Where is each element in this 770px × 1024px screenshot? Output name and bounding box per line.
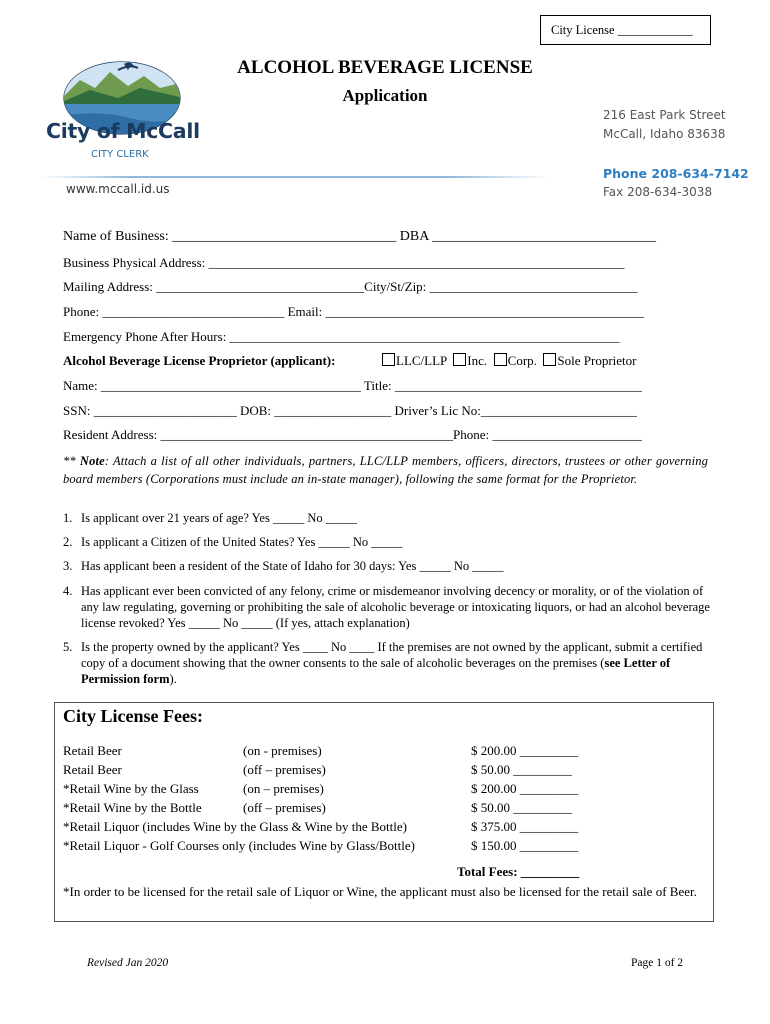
office-fax: Fax 208-634-3038 xyxy=(603,185,713,199)
fee-type: *Retail Wine by the Glass xyxy=(63,781,199,796)
note-text: : Attach a list of all other individuals, partners, LLC/LLP members, officers, directors, trustees or other governing board members (Corporations must include an in-state manager), following the same format for the Proprietor. xyxy=(63,454,708,486)
emergency-phone-field[interactable]: Emergency Phone After Hours: ____________________________________________________________ xyxy=(63,329,620,344)
phone-email-field[interactable]: Phone: ____________________________ Email: _________________________________________________ xyxy=(63,304,645,319)
beer-license-footnote: *In order to be licensed for the retail sale of Liquor or Wine, the applicant must also be licensed for the retail sale of Beer. xyxy=(63,884,697,899)
question-text: Has applicant been a resident of the State of Idaho for 30 days: Yes _____ No _____ xyxy=(81,559,504,573)
question-text: Is applicant over 21 years of age? Yes _____ No _____ xyxy=(81,511,357,525)
question-convictions[interactable] xyxy=(63,583,713,631)
question-text: Is applicant a Citizen of the United States? Yes _____ No _____ xyxy=(81,535,403,549)
question-text xyxy=(81,639,713,687)
proprietor-options xyxy=(382,353,636,369)
city-name-logo-text: City of McCall xyxy=(46,119,200,143)
question-age[interactable] xyxy=(63,510,713,526)
city-license-field: City License ____________ xyxy=(540,15,711,45)
form-subtitle: Application xyxy=(342,86,428,105)
fee-amount: $ 200.00 _________ xyxy=(471,743,579,758)
question-number: 4. xyxy=(63,584,73,598)
website-link[interactable]: www.mccall.id.us xyxy=(66,182,170,196)
fee-amount: $ 375.00 _________ xyxy=(471,819,579,834)
question-property[interactable] xyxy=(63,639,713,687)
question-number: 1. xyxy=(63,511,73,525)
fee-premises: (on – premises) xyxy=(243,781,324,796)
fees-title: City License Fees: xyxy=(63,706,203,726)
street-address: 216 East Park Street xyxy=(603,108,726,122)
note-prefix: ** xyxy=(63,454,80,468)
question-number: 3. xyxy=(63,559,73,573)
resident-address-field[interactable]: Resident Address: _____________________________________________Phone: _______________________ xyxy=(63,427,642,442)
sole-proprietor-label: Sole Proprietor xyxy=(557,353,637,368)
fee-amount: $ 50.00 _________ xyxy=(471,800,572,815)
total-fees-field[interactable]: Total Fees: _________ xyxy=(457,864,580,879)
fee-type: Retail Beer xyxy=(63,762,122,777)
fee-type: *Retail Liquor - Golf Courses only (includes Wine by Glass/Bottle) xyxy=(63,838,415,853)
city-clerk-label: CITY CLERK xyxy=(91,149,149,160)
business-name-field[interactable]: Name of Business: ________________________________ DBA ________________________________ xyxy=(63,229,657,244)
form-title: ALCOHOL BEVERAGE LICENSE xyxy=(237,57,533,78)
attachment-note xyxy=(63,452,708,488)
fee-premises: (off – premises) xyxy=(243,800,326,815)
city-state-zip: McCall, Idaho 83638 xyxy=(603,127,726,141)
ssn-dob-license-field[interactable]: SSN: ______________________ DOB: __________________ Driver’s Lic No:________________________ xyxy=(63,403,637,418)
question-text-b: ). xyxy=(169,672,177,686)
fee-amount: $ 50.00 _________ xyxy=(471,762,572,777)
question-number: 2. xyxy=(63,535,73,549)
question-residency[interactable] xyxy=(63,558,713,574)
question-citizen[interactable] xyxy=(63,534,713,550)
sole-proprietor-checkbox[interactable] xyxy=(543,353,556,366)
question-text-a: Is the property owned by the applicant? Yes ____ No ____ If the premises are not owned by the applicant, submit a certified copy of a document showing that the owner consents to the sale of alcoholic beverages on the premises ( xyxy=(81,640,703,670)
fee-premises: (off – premises) xyxy=(243,762,326,777)
fee-type: Retail Beer xyxy=(63,743,122,758)
corp-checkbox[interactable] xyxy=(494,353,507,366)
fee-type: *Retail Wine by the Bottle xyxy=(63,800,202,815)
revision-date: Revised Jan 2020 xyxy=(87,957,169,969)
fee-amount: $ 200.00 _________ xyxy=(471,781,579,796)
inc-checkbox[interactable] xyxy=(453,353,466,366)
letter-of-permission-ref: see Letter of Permission form xyxy=(81,656,671,686)
llc-label: LLC/LLP xyxy=(396,353,447,368)
fee-premises: (on - premises) xyxy=(243,743,322,758)
page-number: Page 1 of 2 xyxy=(631,957,684,969)
header-divider xyxy=(40,176,550,178)
proprietor-label: Alcohol Beverage License Proprietor (applicant): xyxy=(63,353,336,368)
corp-label: Corp. xyxy=(507,353,537,368)
fee-type: *Retail Liquor (includes Wine by the Glass & Wine by the Bottle) xyxy=(63,819,407,834)
question-text: Has applicant ever been convicted of any felony, crime or misdemeanor involving decency or morality, or of the violation of any law regulating, governing or prohibiting the sale of alcoholic beverage or intoxicating liquors, or had an alcohol beverage license revoked? Yes _____ No _____ (If yes, attach explanation) xyxy=(81,584,710,630)
office-phone: Phone 208-634-7142 xyxy=(603,166,749,181)
fee-amount: $ 150.00 _________ xyxy=(471,838,579,853)
question-number: 5. xyxy=(63,640,73,654)
llc-checkbox[interactable] xyxy=(382,353,395,366)
physical-address-field[interactable]: Business Physical Address: ________________________________________________________________ xyxy=(63,255,625,270)
note-label: Note xyxy=(79,454,105,468)
inc-label: Inc. xyxy=(467,353,488,368)
mailing-address-field[interactable]: Mailing Address: ________________________________City/St/Zip: ________________________________ xyxy=(63,279,638,294)
name-title-field[interactable]: Name: ________________________________________ Title: ______________________________________ xyxy=(63,378,642,393)
